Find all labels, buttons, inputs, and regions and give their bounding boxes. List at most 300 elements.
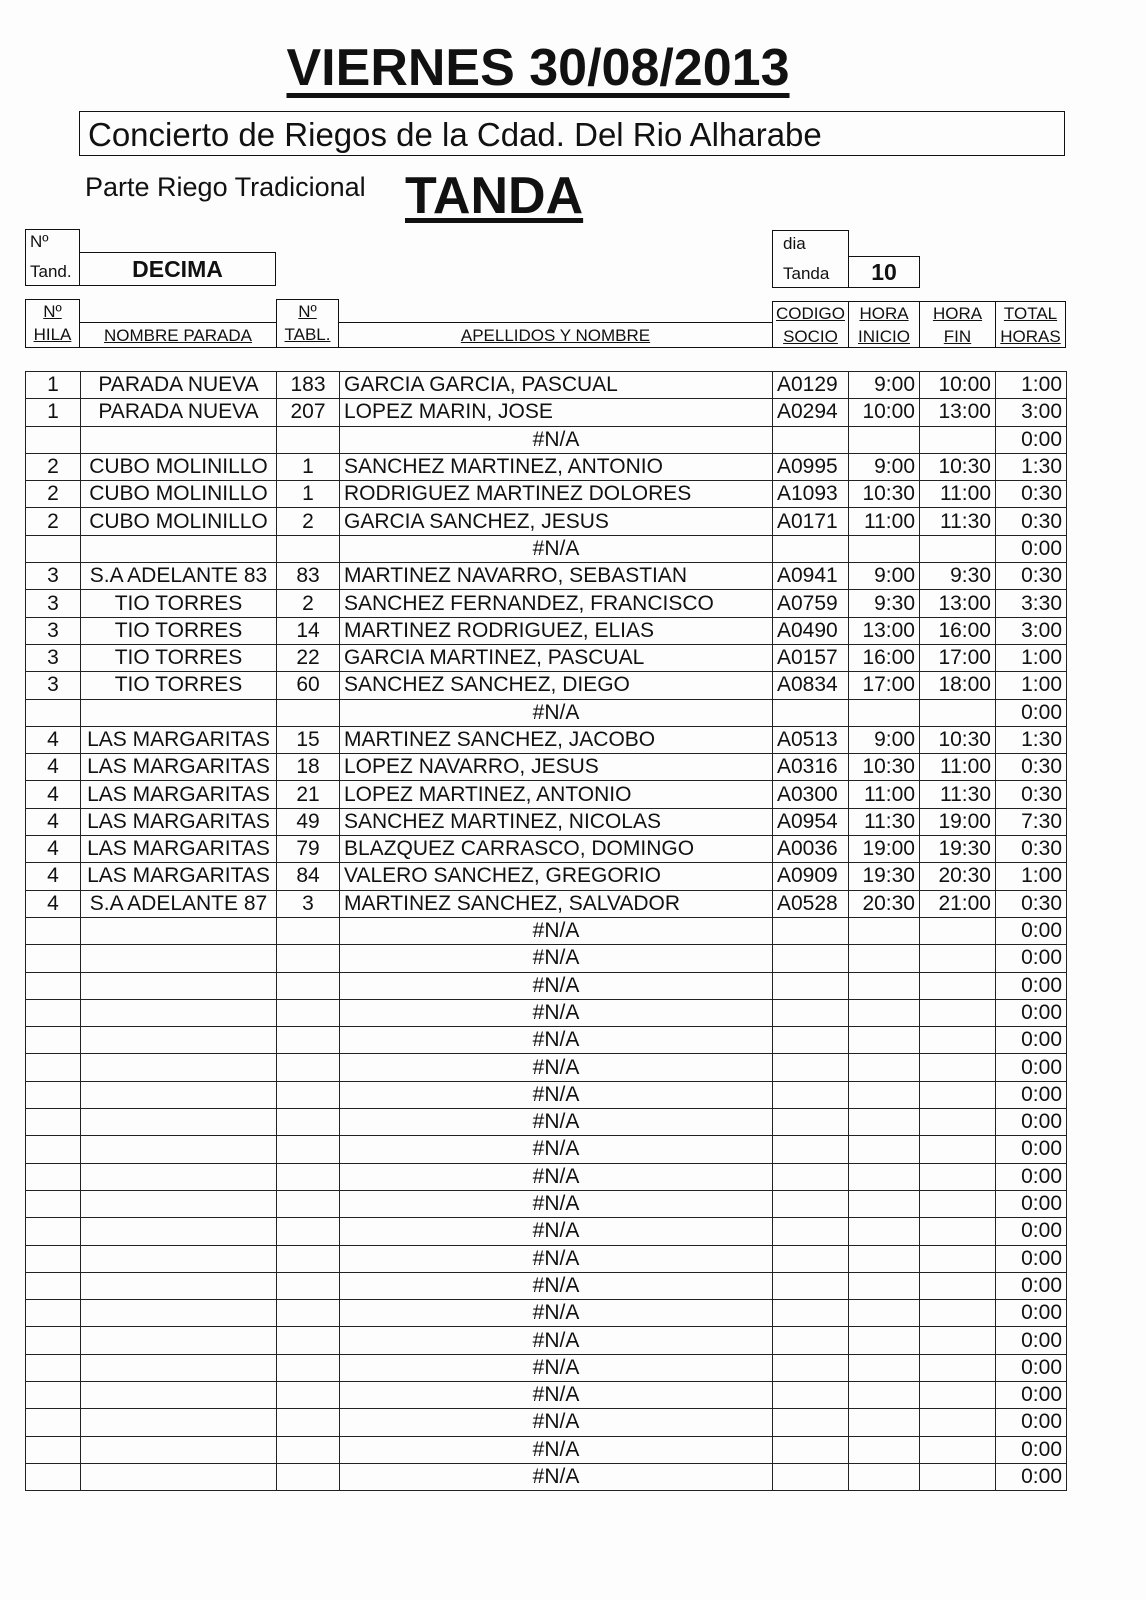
table-row [26,890,1067,917]
cell-nombre: #N/A [340,1409,773,1436]
cell-parada: LAS MARGARITAS [81,863,277,890]
header-parada: NOMBRE PARADA [79,322,277,348]
cell-fin: 19:30 [920,836,996,863]
cell-codigo [773,1436,849,1463]
cell-hila [26,1409,81,1436]
cell-fin [920,999,996,1026]
cell-parada [81,1136,277,1163]
cell-codigo [773,1027,849,1054]
cell-nombre: #N/A [340,535,773,562]
cell-parada: S.A ADELANTE 83 [81,563,277,590]
cell-total: 1:00 [996,863,1067,890]
cell-parada [81,1436,277,1463]
cell-nombre: #N/A [340,1354,773,1381]
cell-fin: 9:30 [920,563,996,590]
cell-hila [26,1218,81,1245]
cell-codigo: A1093 [773,481,849,508]
cell-tabl [277,1245,340,1272]
label: Nº [298,302,317,321]
cell-nombre: #N/A [340,1300,773,1327]
cell-tabl [277,1272,340,1299]
cell-hila [26,1109,81,1136]
label: Tand. [30,262,72,281]
cell-total: 0:00 [996,1463,1067,1490]
cell-fin [920,535,996,562]
cell-fin [920,1381,996,1408]
header-inicio [848,301,920,348]
cell-parada [81,1354,277,1381]
cell-total: 0:30 [996,563,1067,590]
cell-total: 3:00 [996,617,1067,644]
table-row [26,481,1067,508]
cell-total: 0:30 [996,754,1067,781]
cell-hila [26,945,81,972]
cell-codigo [773,1163,849,1190]
label: Nº [30,232,49,251]
cell-tabl [277,1409,340,1436]
cell-nombre: #N/A [340,1027,773,1054]
cell-inicio [849,1218,920,1245]
cell-nombre: SANCHEZ MARTINEZ, ANTONIO [340,453,773,480]
cell-codigo: A0129 [773,372,849,399]
cell-tabl: 183 [277,372,340,399]
cell-total: 0:00 [996,1300,1067,1327]
cell-parada [81,535,277,562]
cell-tabl: 22 [277,644,340,671]
cell-parada [81,1381,277,1408]
cell-total: 0:00 [996,1163,1067,1190]
cell-nombre: #N/A [340,1054,773,1081]
table-row [26,726,1067,753]
cell-nombre: SANCHEZ FERNANDEZ, FRANCISCO [340,590,773,617]
cell-inicio [849,1381,920,1408]
cell-hila [26,1190,81,1217]
cell-inicio: 17:00 [849,672,920,699]
cell-nombre: LOPEZ NAVARRO, JESUS [340,754,773,781]
table-row [26,1245,1067,1272]
cell-inicio [849,972,920,999]
cell-codigo: A0941 [773,563,849,590]
cell-codigo [773,1081,849,1108]
cell-tabl [277,426,340,453]
tanda-number-label [25,229,80,286]
cell-parada [81,1327,277,1354]
cell-hila: 4 [26,836,81,863]
cell-parada: TIO TORRES [81,590,277,617]
cell-nombre: #N/A [340,426,773,453]
cell-parada [81,1463,277,1490]
cell-inicio [849,945,920,972]
table-row [26,1027,1067,1054]
cell-fin: 16:00 [920,617,996,644]
cell-parada: CUBO MOLINILLO [81,453,277,480]
dia-tanda-value: 10 [848,256,920,288]
cell-codigo [773,1354,849,1381]
cell-fin [920,1272,996,1299]
cell-parada [81,1218,277,1245]
cell-tabl [277,699,340,726]
table-row [26,1218,1067,1245]
table-row [26,1354,1067,1381]
cell-inicio: 19:30 [849,863,920,890]
cell-nombre: #N/A [340,699,773,726]
cell-total: 1:30 [996,726,1067,753]
label: TOTAL [1003,304,1058,323]
cell-hila [26,1463,81,1490]
cell-nombre: #N/A [340,1327,773,1354]
cell-codigo [773,1327,849,1354]
cell-total: 7:30 [996,808,1067,835]
cell-total: 1:00 [996,672,1067,699]
cell-total: 0:00 [996,1054,1067,1081]
cell-codigo [773,1409,849,1436]
cell-total: 0:30 [996,508,1067,535]
cell-tabl: 79 [277,836,340,863]
cell-inicio: 10:00 [849,399,920,426]
cell-codigo: A0528 [773,890,849,917]
header-hila [25,299,80,348]
tanda-value: DECIMA [79,252,276,286]
cell-fin: 17:00 [920,644,996,671]
cell-hila: 3 [26,644,81,671]
cell-tabl [277,1190,340,1217]
cell-codigo [773,1136,849,1163]
cell-total: 1:30 [996,453,1067,480]
label: HORA [859,304,909,323]
cell-nombre: #N/A [340,1272,773,1299]
cell-codigo [773,1463,849,1490]
cell-total: 0:00 [996,1109,1067,1136]
cell-fin [920,1354,996,1381]
table-row [26,917,1067,944]
cell-tabl: 3 [277,890,340,917]
cell-tabl: 207 [277,399,340,426]
table-row [26,1300,1067,1327]
cell-codigo: A0157 [773,644,849,671]
cell-hila [26,999,81,1026]
cell-codigo [773,1272,849,1299]
cell-tabl [277,1027,340,1054]
table-row [26,672,1067,699]
cell-fin [920,1409,996,1436]
cell-inicio: 20:30 [849,890,920,917]
cell-fin: 10:30 [920,453,996,480]
cell-inicio [849,1327,920,1354]
cell-codigo: A0316 [773,754,849,781]
table-row [26,1190,1067,1217]
cell-hila: 3 [26,563,81,590]
cell-codigo: A0300 [773,781,849,808]
cell-parada [81,1027,277,1054]
cell-fin: 13:00 [920,399,996,426]
cell-inicio [849,1409,920,1436]
cell-total: 0:30 [996,481,1067,508]
cell-inicio [849,1300,920,1327]
cell-tabl: 60 [277,672,340,699]
cell-fin [920,1245,996,1272]
cell-tabl: 2 [277,590,340,617]
header-tabl [276,299,339,348]
cell-tabl: 18 [277,754,340,781]
header-nombre: APELLIDOS Y NOMBRE [338,322,773,348]
cell-inicio [849,1081,920,1108]
cell-nombre: #N/A [340,1463,773,1490]
cell-total: 0:00 [996,1190,1067,1217]
table-row [26,1463,1067,1490]
cell-tabl: 21 [277,781,340,808]
page-title [0,38,1076,98]
label: HORA [932,304,983,323]
cell-nombre: MARTINEZ NAVARRO, SEBASTIAN [340,563,773,590]
cell-tabl: 1 [277,481,340,508]
cell-inicio [849,1463,920,1490]
cell-codigo: A0759 [773,590,849,617]
cell-fin [920,1327,996,1354]
table-row [26,535,1067,562]
table-row [26,617,1067,644]
cell-fin: 10:30 [920,726,996,753]
cell-parada: LAS MARGARITAS [81,781,277,808]
cell-tabl [277,1436,340,1463]
cell-inicio [849,1436,920,1463]
cell-hila [26,1327,81,1354]
cell-nombre: #N/A [340,1136,773,1163]
cell-fin [920,1436,996,1463]
cell-total: 0:00 [996,1218,1067,1245]
cell-nombre: #N/A [340,917,773,944]
cell-tabl: 1 [277,453,340,480]
cell-inicio [849,699,920,726]
cell-codigo [773,917,849,944]
cell-fin: 18:00 [920,672,996,699]
cell-codigo: A0909 [773,863,849,890]
cell-hila: 2 [26,508,81,535]
table-row [26,754,1067,781]
cell-nombre: #N/A [340,999,773,1026]
cell-fin [920,917,996,944]
cell-codigo [773,426,849,453]
cell-fin: 13:00 [920,590,996,617]
cell-codigo: A0995 [773,453,849,480]
cell-fin: 11:30 [920,508,996,535]
cell-total: 0:00 [996,1381,1067,1408]
table-row [26,1409,1067,1436]
cell-total: 0:00 [996,535,1067,562]
cell-parada [81,1245,277,1272]
cell-nombre: #N/A [340,1109,773,1136]
organization-name: Concierto de Riegos de la Cdad. Del Rio Alharabe [79,111,1065,156]
cell-tabl [277,999,340,1026]
cell-total: 0:00 [996,1245,1067,1272]
label: HORAS [1000,327,1061,346]
table-row [26,1136,1067,1163]
cell-tabl [277,1463,340,1490]
cell-parada [81,945,277,972]
cell-hila [26,1245,81,1272]
cell-hila [26,1163,81,1190]
cell-inicio: 9:00 [849,453,920,480]
cell-hila: 4 [26,781,81,808]
table-row [26,508,1067,535]
cell-nombre: GARCIA SANCHEZ, JESUS [340,508,773,535]
cell-hila [26,1381,81,1408]
cell-total: 0:00 [996,699,1067,726]
cell-parada [81,1054,277,1081]
cell-codigo: A0036 [773,836,849,863]
table-row [26,1109,1067,1136]
cell-nombre: #N/A [340,1218,773,1245]
table-row [26,453,1067,480]
cell-fin [920,1081,996,1108]
cell-hila [26,1054,81,1081]
cell-nombre: #N/A [340,1190,773,1217]
header-total [995,301,1066,348]
cell-total: 0:30 [996,836,1067,863]
cell-nombre: SANCHEZ MARTINEZ, NICOLAS [340,808,773,835]
cell-total: 1:00 [996,644,1067,671]
cell-tabl: 2 [277,508,340,535]
cell-inicio: 19:00 [849,836,920,863]
cell-nombre: LOPEZ MARTINEZ, ANTONIO [340,781,773,808]
cell-nombre: SANCHEZ SANCHEZ, DIEGO [340,672,773,699]
cell-parada [81,917,277,944]
cell-fin [920,1463,996,1490]
cell-fin [920,699,996,726]
table-row [26,699,1067,726]
cell-nombre: MARTINEZ RODRIGUEZ, ELIAS [340,617,773,644]
cell-nombre: MARTINEZ SANCHEZ, JACOBO [340,726,773,753]
cell-inicio [849,1109,920,1136]
cell-fin: 11:00 [920,754,996,781]
header-fin [919,301,996,348]
cell-codigo [773,1190,849,1217]
cell-tabl [277,1381,340,1408]
cell-fin [920,426,996,453]
cell-codigo: A0954 [773,808,849,835]
cell-nombre: #N/A [340,1245,773,1272]
cell-nombre: MARTINEZ SANCHEZ, SALVADOR [340,890,773,917]
cell-hila: 4 [26,890,81,917]
cell-hila [26,1436,81,1463]
cell-parada: S.A ADELANTE 87 [81,890,277,917]
cell-parada [81,1163,277,1190]
cell-fin [920,1109,996,1136]
cell-total: 0:00 [996,1027,1067,1054]
cell-hila [26,1027,81,1054]
cell-nombre: BLAZQUEZ CARRASCO, DOMINGO [340,836,773,863]
cell-inicio [849,1245,920,1272]
table-row [26,808,1067,835]
table-row [26,399,1067,426]
table-row [26,836,1067,863]
cell-tabl [277,1218,340,1245]
cell-parada: LAS MARGARITAS [81,754,277,781]
subtitle: Parte Riego Tradicional [85,172,366,202]
cell-tabl: 49 [277,808,340,835]
cell-hila [26,1081,81,1108]
cell-total: 0:00 [996,1081,1067,1108]
cell-tabl [277,1327,340,1354]
cell-hila [26,917,81,944]
cell-total: 0:30 [996,781,1067,808]
cell-tabl [277,917,340,944]
cell-inicio: 11:00 [849,781,920,808]
cell-nombre: #N/A [340,1436,773,1463]
cell-tabl [277,1136,340,1163]
cell-tabl: 15 [277,726,340,753]
cell-parada: TIO TORRES [81,617,277,644]
label: dia [783,234,806,253]
cell-hila: 4 [26,726,81,753]
cell-inicio: 10:30 [849,481,920,508]
table-row [26,1327,1067,1354]
cell-nombre: #N/A [340,1381,773,1408]
table-row [26,644,1067,671]
cell-inicio [849,917,920,944]
table-row [26,945,1067,972]
cell-total: 0:00 [996,972,1067,999]
cell-fin [920,972,996,999]
table-row [26,972,1067,999]
cell-tabl [277,1081,340,1108]
cell-codigo [773,945,849,972]
table-row [26,372,1067,399]
cell-hila: 1 [26,399,81,426]
cell-inicio: 16:00 [849,644,920,671]
cell-total: 3:30 [996,590,1067,617]
date-title: VIERNES 30/08/2013 [286,39,790,97]
cell-inicio [849,1354,920,1381]
cell-nombre: #N/A [340,1081,773,1108]
cell-fin: 11:00 [920,481,996,508]
cell-fin [920,1054,996,1081]
cell-hila [26,1272,81,1299]
cell-total: 0:00 [996,999,1067,1026]
label: FIN [943,327,972,346]
cell-fin: 10:00 [920,372,996,399]
cell-codigo [773,1381,849,1408]
cell-total: 3:00 [996,399,1067,426]
table-row [26,1163,1067,1190]
cell-parada: PARADA NUEVA [81,372,277,399]
cell-fin: 20:30 [920,863,996,890]
cell-tabl [277,1054,340,1081]
cell-inicio: 9:30 [849,590,920,617]
cell-parada [81,1109,277,1136]
cell-total: 0:00 [996,1327,1067,1354]
cell-hila [26,1300,81,1327]
cell-fin: 19:00 [920,808,996,835]
cell-inicio [849,535,920,562]
cell-parada: CUBO MOLINILLO [81,508,277,535]
cell-tabl [277,1109,340,1136]
cell-hila: 4 [26,754,81,781]
cell-tabl [277,972,340,999]
cell-codigo: A0513 [773,726,849,753]
cell-nombre: RODRIGUEZ MARTINEZ DOLORES [340,481,773,508]
cell-inicio: 11:00 [849,508,920,535]
cell-tabl [277,945,340,972]
cell-inicio [849,1163,920,1190]
cell-hila [26,699,81,726]
cell-inicio: 9:00 [849,726,920,753]
cell-parada [81,1300,277,1327]
cell-parada [81,999,277,1026]
cell-fin [920,1300,996,1327]
table-row [26,563,1067,590]
label: HILA [33,325,72,344]
cell-inicio: 9:00 [849,372,920,399]
